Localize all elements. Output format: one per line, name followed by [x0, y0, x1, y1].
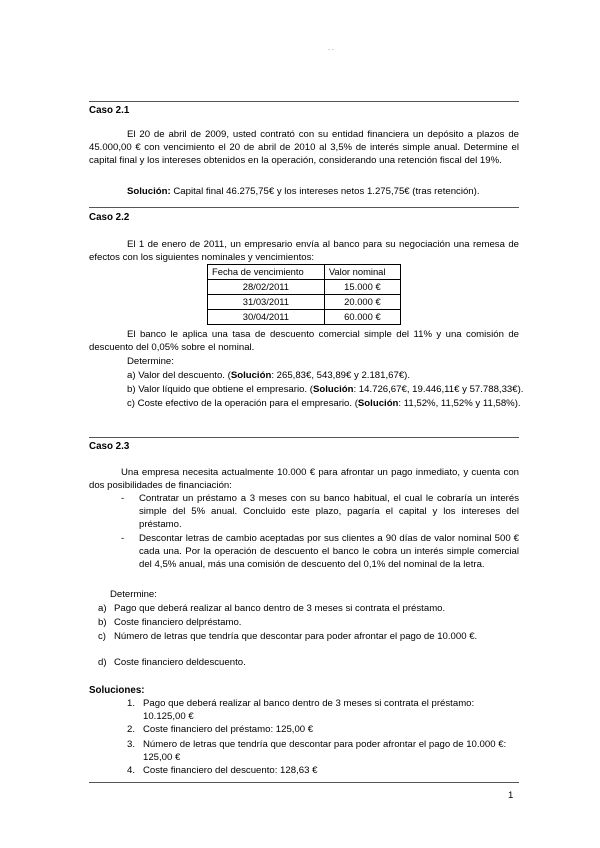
- caso-2-2-intro: El 1 de enero de 2011, un empresario envía al banco para su negociación una remesa de efectos con los siguientes nominales y vencimientos:: [89, 239, 519, 263]
- solution-4: Coste financiero del descuento: 128,63 €: [143, 765, 318, 776]
- solution-marker: 4.: [127, 765, 136, 776]
- caso-2-3-intro: Una empresa necesita actualmente 10.000 € para afrontar un pago inmediato, y cuenta con dos posibilidades de financiación:: [89, 467, 519, 491]
- solution-marker: 2.: [127, 724, 136, 735]
- solution-text: : 11,52%, 11,52% y 11,58%).: [398, 398, 521, 409]
- question-marker: b): [98, 617, 107, 628]
- table-cell: 60.000 €: [324, 310, 400, 325]
- item-text: a) Valor del descuento. (: [127, 370, 231, 381]
- caso-2-2-after: El banco le aplica una tasa de descuento comercial simple del 11% y una comisión de descuento del 0,05% sobre el nominal.: [89, 329, 519, 353]
- caso-2-2-item-b: [127, 383, 523, 396]
- table-header: Valor nominal: [324, 265, 400, 280]
- question-marker: c): [98, 631, 106, 642]
- question-marker: a): [98, 603, 107, 614]
- caso-2-3-title: Caso 2.3: [89, 441, 130, 452]
- page-number: 1: [508, 790, 514, 801]
- question-c: Número de letras que tendría que descontar para poder afrontar el pago de 10.000 €.: [114, 631, 478, 642]
- solution-marker: 1.: [127, 698, 136, 709]
- caso-2-3-option-1: Contratar un préstamo a 3 meses con su banco habitual, el cual le cobraría un interés simple del 5% anual. Concluido este plazo, pagaría el capital y los intereses del préstamo.: [139, 493, 519, 530]
- caso-2-3-determine: Determine:: [110, 589, 157, 600]
- item-text: b) Valor líquido que obtiene el empresario. (: [127, 384, 313, 395]
- caso-2-1-title: Caso 2.1: [89, 105, 130, 116]
- caso-2-3-option-2: Descontar letras de cambio aceptadas por sus clientes a 90 días de valor nominal 500 € cada una. Por la operación de descuento el banco le cobra un interés simple comercial del 4,5% anual, más una comisión de descuento del 0,1% del nominal de la letra.: [139, 533, 519, 570]
- solution-1: Pago que deberá realizar al banco dentro de 3 meses si contrata el préstamo: 10.125,00 €: [143, 698, 475, 722]
- table-cell: 31/03/2011: [208, 295, 325, 310]
- caso-2-1-paragraph: El 20 de abril de 2009, usted contrató con su entidad financiera un depósito a plazos de 45.000,00 € con vencimiento el 20 de abril de 2010 al 3,5% de interés simple anual. Determine el capital final y los intereses obtenidos en la operación, considerando una retención fiscal del 19%.: [89, 129, 519, 166]
- table-row: [208, 280, 401, 295]
- solution-3: Número de letras que tendría que descontar para poder afrontar el pago de 10.000 €: 125,00 €: [143, 739, 507, 763]
- caso-2-2-title: Caso 2.2: [89, 212, 130, 223]
- solution-label: Solución:: [127, 186, 171, 197]
- caso-2-2-determine: Determine:: [127, 356, 174, 367]
- question-b: Coste financiero delpréstamo.: [114, 617, 242, 628]
- option-bullet: -: [121, 493, 125, 504]
- solution-label: Solución: [230, 370, 272, 381]
- section-rule: [89, 437, 519, 438]
- question-a: Pago que deberá realizar al banco dentro de 3 meses si contrata el préstamo.: [114, 603, 446, 614]
- item-text: c) Coste efectivo de la operación para el empresario. (: [127, 398, 358, 409]
- caso-2-1-solution: [127, 185, 480, 198]
- table-cell: 15.000 €: [324, 280, 400, 295]
- question-d: Coste financiero deldescuento.: [114, 657, 246, 668]
- solution-text: : 14.726,67€, 19.446,11€ y 57.788,33€).: [353, 384, 524, 395]
- solution-label: Solución: [312, 384, 354, 395]
- option-bullet: -: [121, 533, 125, 544]
- table-cell: 20.000 €: [324, 295, 400, 310]
- table-cell: 28/02/2011: [208, 280, 325, 295]
- caso-2-2-item-a: [127, 369, 410, 382]
- table-cell: 30/04/2011: [208, 310, 325, 325]
- section-rule: [89, 101, 519, 102]
- caso-2-2-item-c: [127, 397, 521, 410]
- table-header-row: [208, 265, 401, 280]
- solution-text: : 265,83€, 543,89€ y 2.181,67€).: [271, 370, 411, 381]
- solution-2: Coste financiero del préstamo: 125,00 €: [143, 724, 314, 735]
- header-mark: - -: [328, 47, 334, 53]
- solution-label: Solución: [357, 398, 399, 409]
- solution-text: Capital final 46.275,75€ y los intereses netos 1.275,75€ (tras retención).: [170, 186, 480, 197]
- solution-marker: 3.: [127, 739, 136, 750]
- vencimientos-table: [207, 264, 401, 325]
- table-row: [208, 310, 401, 325]
- question-marker: d): [98, 657, 107, 668]
- table-row: [208, 295, 401, 310]
- table-header: Fecha de vencimiento: [208, 265, 325, 280]
- solutions-title: Soluciones:: [89, 685, 145, 696]
- section-rule: [89, 207, 519, 208]
- footer-rule: [89, 782, 519, 783]
